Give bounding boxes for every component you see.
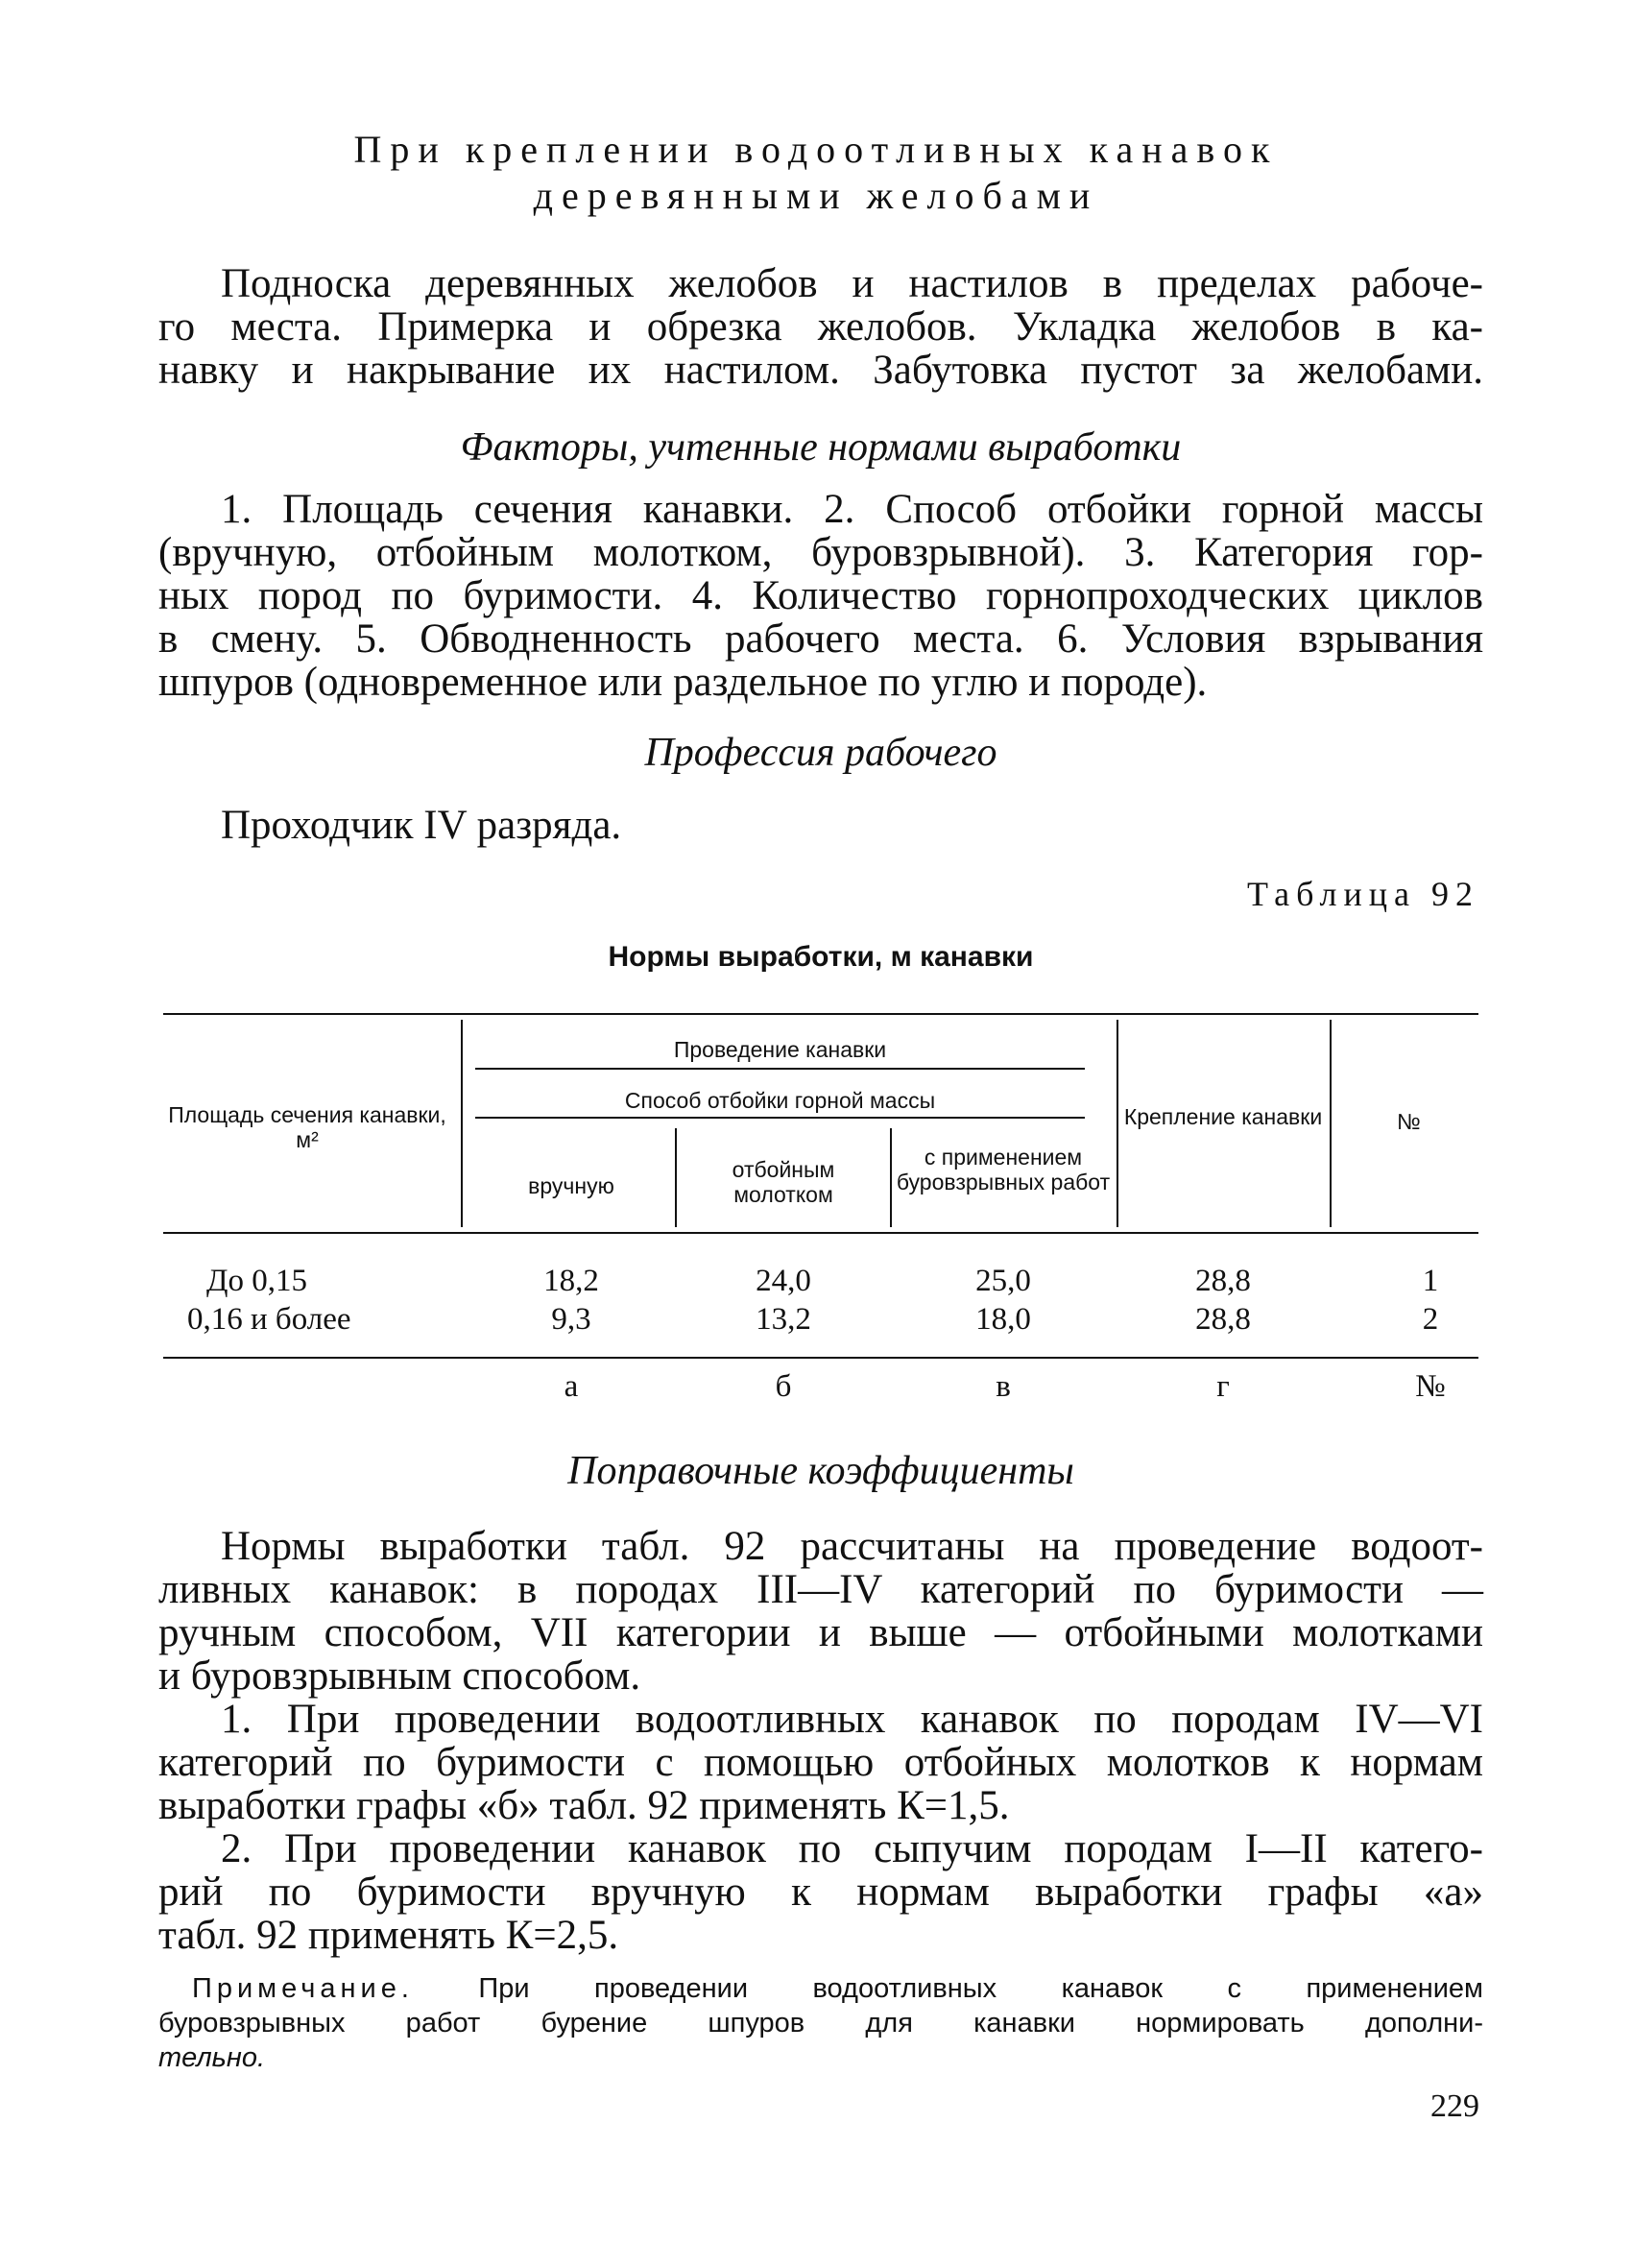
table-header-rule [163,1232,1478,1234]
intro-line: навку и накрывание их настилом. Забутовка пустот за желобами. [158,348,1483,393]
note-line: тельно. [158,2042,266,2073]
cell-blasting: 25,0 [975,1264,1031,1298]
coefficients-line: категорий по буримости с помощью отбойных молотков к нормам [158,1740,1483,1785]
factors-line: ных пород по буримости. 4. Количество горнопроходческих циклов [158,573,1483,618]
cell-num: 1 [1422,1264,1439,1298]
table-number: Таблица 92 [1247,875,1479,913]
section-title-line-2: деревянными желобами [533,174,1099,217]
column-letter: г [1216,1369,1230,1404]
header-divider [890,1128,892,1227]
cell-blasting: 18,0 [975,1302,1031,1337]
cell-fastening: 28,8 [1195,1264,1251,1298]
coefficients-line: ливных канавок: в породах III—IV категорий по буримости — [158,1567,1483,1612]
coefficients-line: рий по буримости вручную к нормам выработки графы «а» [158,1870,1483,1915]
coefficients-line: 1. При проведении водоотливных канавок по породам IV—VI [221,1697,1483,1742]
header-manual: вручную [528,1173,614,1198]
header-area: Площадь сечения канавки, м² [168,1102,446,1152]
coefficients-paragraph-1 [158,1525,1483,1698]
cell-fastening: 28,8 [1195,1302,1251,1337]
coefficients-line: Нормы выработки табл. 92 рассчитаны на проведение водоот- [221,1524,1483,1569]
factors-line: в смену. 5. Обводненность рабочего места. 6. Условия взрывания [158,616,1483,662]
profession-text: Проходчик IV разряда. [221,803,622,848]
page-number: 229 [1430,2088,1479,2124]
intro-line: Подноска деревянных желобов и настилов в пределах рабоче- [221,261,1483,306]
header-divider [675,1128,677,1227]
header-blasting: с применением буровзрывных работ [896,1145,1111,1194]
header-divider [1330,1020,1332,1227]
column-letter: а [564,1369,579,1404]
note-line-1 [192,1971,1483,2006]
header-subrule-2 [475,1117,1085,1119]
note-paragraph [158,1971,1483,2075]
cell-area: 0,16 и более [187,1302,351,1337]
coefficients-line: табл. 92 применять К=2,5. [158,1913,619,1958]
cell-hammer: 24,0 [756,1264,811,1298]
header-method: Способ отбойки горной массы [624,1088,936,1113]
note-text: При проведении водоотливных канавок с применением [478,1973,1483,2004]
table-caption: Нормы выработки, м канавки [608,941,1034,973]
factors-line: 1. Площадь сечения канавки. 2. Способ отбойки горной массы [221,487,1483,532]
cell-manual: 18,2 [543,1264,599,1298]
profession-heading: Профессия рабочего [644,731,997,775]
coefficients-line: 2. При проведении канавок по сыпучим породам I—II катего- [221,1826,1483,1871]
column-letter: № [1415,1369,1446,1404]
cell-area: До 0,15 [206,1264,308,1298]
coefficients-line: выработки графы «б» табл. 92 применять К=1,5. [158,1783,1010,1828]
coefficients-paragraph-3 [158,1827,1483,1957]
header-divider [1117,1020,1118,1227]
intro-line: го места. Примерка и обрезка желобов. Укладка желобов в ка- [158,304,1483,350]
cell-manual: 9,3 [551,1302,591,1337]
cell-num: 2 [1422,1302,1439,1337]
note-line: буровзрывных работ бурение шпуров для канавки нормировать дополни- [158,2008,1483,2039]
header-divider [461,1020,463,1227]
factors-paragraph [158,488,1483,704]
table-top-rule [163,1013,1478,1015]
section-title-line-1: При креплении водоотливных канавок [353,128,1279,171]
header-fastening: Крепление канавки [1123,1104,1323,1129]
factors-heading: Факторы, учтенные нормами выработки [460,425,1182,470]
coefficients-heading: Поправочные коэффициенты [567,1449,1074,1493]
note-label: Примечание. [192,1973,414,2004]
cell-hammer: 13,2 [756,1302,811,1337]
coefficients-paragraph-2 [158,1698,1483,1827]
intro-paragraph [158,262,1483,392]
table-bottom-rule [163,1357,1478,1359]
header-num: № [1397,1109,1421,1134]
column-letter: в [996,1369,1011,1404]
header-subrule-1 [475,1068,1085,1070]
coefficients-line: и буровзрывным способом. [158,1653,641,1699]
factors-line: шпуров (одновременное или раздельное по углю и породе). [158,660,1208,705]
column-letter: б [775,1369,792,1404]
header-conduct: Проведение канавки [673,1037,887,1062]
factors-line: (вручную, отбойным молотком, буровзрывной). 3. Категория гор- [158,530,1483,575]
header-hammer: отбойным молотком [732,1157,835,1207]
coefficients-line: ручным способом, VII категории и выше — отбойными молотками [158,1610,1483,1655]
